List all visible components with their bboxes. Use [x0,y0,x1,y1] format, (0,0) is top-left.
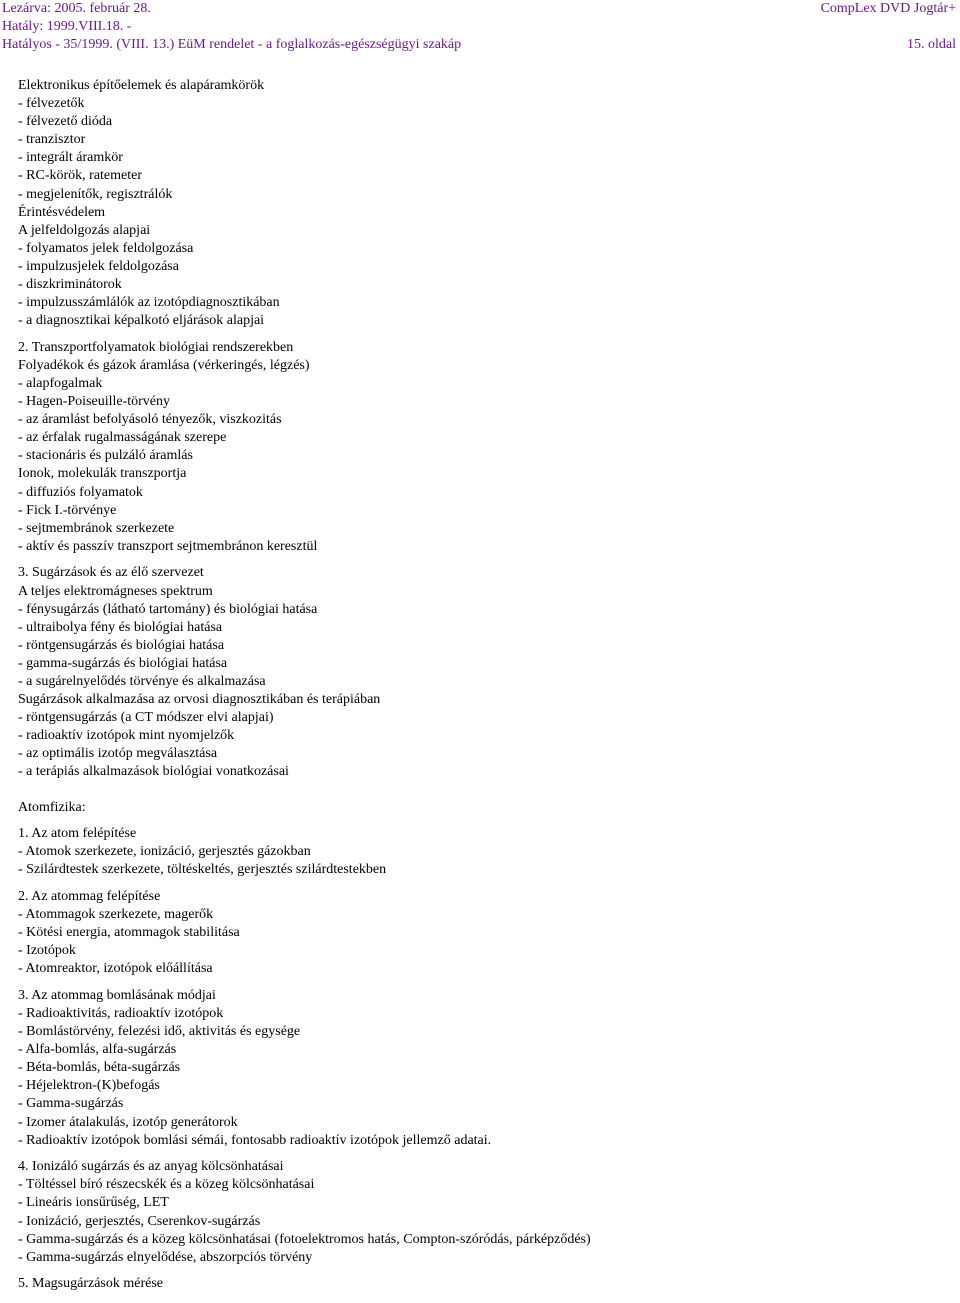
section-line: - Radioaktív izotópok bomlási sémái, fontosabb radioaktív izotópok jellemző adatai. [18,1132,492,1148]
section-block [18,825,948,879]
section-line: Folyadékok és gázok áramlása (vérkeringés, légzés) [18,357,310,373]
section-heading-line: 2. Az atommag felépítése [18,888,161,904]
page-header [0,0,960,54]
section-line: Sugárzások alkalmazása az orvosi diagnosztikában és terápiában [18,692,381,708]
section-line: - az áramlást befolyásoló tényezők, viszkozitás [18,412,282,428]
section-line: - tranzisztor [18,132,86,148]
section-line: - integrált áramkör [18,150,123,166]
section-line: - aktív és passzív transzport sejtmembránon keresztül [18,538,318,554]
section-line: - a diagnosztikai képalkotó eljárások alapjai [18,313,265,329]
section-line: - Bomlástörvény, felezési idő, aktivitás és egysége [18,1024,301,1040]
header-row-2 [0,18,960,36]
section-gap [18,782,948,799]
section-line: - sejtmembránok szerkezete [18,520,175,536]
section-line: - Hagen-Poiseuille-törvény [18,394,171,410]
section-block [18,987,948,1150]
section-line: - diszkriminátorok [18,277,122,293]
section-line: - impulzusjelek feldolgozása [18,258,179,274]
section-line: - Fick I.-törvénye [18,502,117,518]
section-line: - Radioaktivitás, radioaktív izotópok [18,1006,224,1021]
section-block [18,564,948,781]
section-line: - Alfa-bomlás, alfa-sugárzás [18,1042,177,1058]
section-line: - Izotópok [18,943,76,959]
section-line: - az optimális izotóp megválasztása [18,746,218,762]
section-line: - Atomok szerkezete, ionizáció, gerjesztés gázokban [18,844,311,860]
section-line: - Héjelektron-(K)befogás [18,1078,160,1094]
section-line: Érintésvédelem [18,204,106,220]
section-line: - Gamma-sugárzás elnyelődése, abszorpciós törvény [18,1249,313,1265]
section-heading-line: Elektronikus építőelemek és alapáramkörök [18,78,265,93]
section-gap [18,1150,948,1159]
section-line: - Gamma-sugárzás és a közeg kölcsönhatásai (fotoelektromos hatás, Compton-szóródás, párképződés) [18,1231,591,1247]
section-line: A teljes elektromágneses spektrum [18,583,213,599]
section-line: - Töltéssel bíró részecskék és a közeg kölcsönhatásai [18,1177,315,1193]
section-block [18,799,948,817]
section-line: - Lineáris ionsűrűség, LET [18,1195,169,1211]
section-block [18,77,948,330]
section-line: - Szilárdtestek szerkezete, töltéskeltés, gerjesztés szilárdtestekben [18,862,387,878]
page-number: 15. oldal [907,37,956,52]
section-heading-line: 2. Transzportfolyamatok biológiai rendszerekben [18,339,294,355]
header-row-1 [0,0,960,18]
section-line: - fénysugárzás (látható tartomány) és biológiai hatása [18,601,318,617]
section-line: - Gamma-sugárzás [18,1096,124,1112]
section-heading-line: Atomfizika: [18,799,86,815]
section-line: - Izomer átalakulás, izotóp generátorok [18,1114,238,1130]
section-gap [18,556,948,565]
document-body [18,77,948,1293]
section-block [18,339,948,556]
section-line: - gamma-sugárzás és biológiai hatása [18,655,228,671]
section-line: - megjelenítők, regisztrálók [18,186,173,202]
section-gap [18,1267,948,1276]
section-block [18,888,948,978]
section-line: - alapfogalmak [18,376,103,391]
section-line: - Ionizáció, gerjesztés, Cserenkov-sugárzás [18,1213,261,1229]
section-line: A jelfeldolgozás alapjai [18,222,151,238]
section-line: - a sugárelnyelődés törvénye és alkalmazása [18,674,266,689]
section-line: - stacionáris és pulzáló áramlás [18,448,193,464]
section-heading-line: 1. Az atom felépítése [18,826,137,842]
product-name: CompLex DVD Jogtár+ [820,1,956,16]
section-block [18,1158,948,1267]
section-heading-line: 3. Az atommag bomlásának módjai [18,987,216,1003]
section-line: - Béta-bomlás, béta-sugárzás [18,1060,181,1076]
section-line: - ultraibolya fény és biológiai hatása [18,619,223,635]
section-gap [18,817,948,826]
header-row-3 [0,36,960,54]
section-heading-line: 5. Magsugárzások mérése [18,1276,164,1292]
section-line: - Atomreaktor, izotópok előállítása [18,961,213,977]
section-line: Ionok, molekulák transzportja [18,466,187,482]
section-line: - radioaktív izotópok mint nyomjelzők [18,728,235,744]
section-line: - Atommagok szerkezete, magerők [18,907,214,923]
section-line: - diffuziós folyamatok [18,484,143,500]
section-line: - folyamatos jelek feldolgozása [18,240,194,256]
section-heading-line: 3. Sugárzások és az élő szervezet [18,565,204,581]
section-line: - röntgensugárzás és biológiai hatása [18,637,225,653]
section-line: - impulzusszámlálók az izotópdiagnosztikában [18,295,280,311]
section-gap [18,978,948,987]
document-title: Hatályos - 35/1999. (VIII. 13.) EüM rendelet - a foglalkozás-egészségügyi szakáp [2,37,462,52]
section-gap [18,330,948,339]
section-line: - a terápiás alkalmazások biológiai vonatkozásai [18,764,289,780]
closing-date: Lezárva: 2005. február 28. [2,1,151,16]
section-line: - az érfalak rugalmasságának szerepe [18,430,227,446]
section-line: - röntgensugárzás (a CT módszer elvi alapjai) [18,710,274,726]
section-heading-line: 4. Ionizáló sugárzás és az anyag kölcsönhatásai [18,1159,284,1175]
section-gap [18,879,948,888]
section-block [18,1275,948,1293]
section-line: - félvezetők [18,96,85,112]
section-line: - félvezető dióda [18,114,113,130]
section-line: - RC-körök, ratemeter [18,168,143,184]
section-line: - Kötési energia, atommagok stabilitása [18,925,240,941]
effective-date: Hatály: 1999.VIII.18. - [2,19,132,34]
